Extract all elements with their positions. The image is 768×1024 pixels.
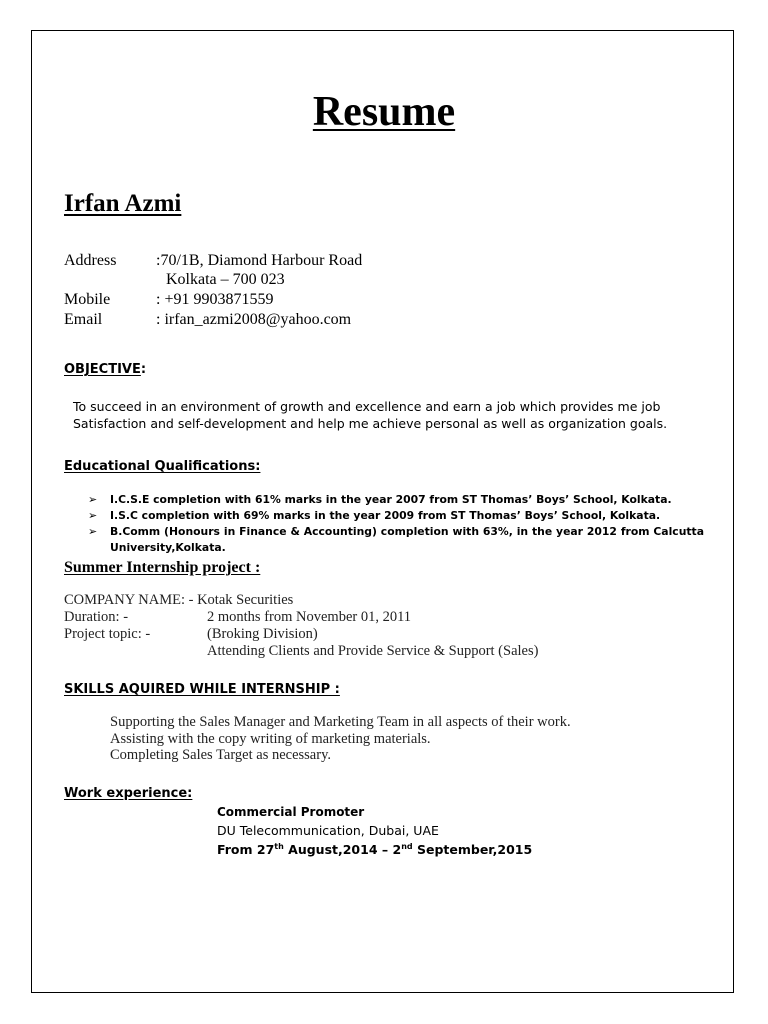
internship-duration-value: 2 months from November 01, 2011 [207, 609, 412, 625]
work-role: Commercial Promoter [217, 805, 365, 819]
internship-topic-value-2: Attending Clients and Provide Service & Support (Sales) [207, 643, 539, 659]
email-value: : irfan_azmi2008@yahoo.com [156, 311, 352, 328]
list-item: Supporting the Sales Manager and Marketing Team in all aspects of their work. [110, 714, 571, 730]
list-item [88, 508, 704, 524]
education-item-bcomm: B.Comm (Honours in Finance & Accounting) completion with 63%, in the year 2012 from Calcutta University,Kolkata. [110, 525, 704, 554]
work-from-prefix: From 27 [217, 842, 275, 857]
work-from-mid: August,2014 – 2 [283, 842, 402, 857]
list-item [88, 492, 704, 508]
work-dates [217, 840, 532, 859]
objective-heading: OBJECTIVE [64, 362, 141, 377]
list-item [88, 524, 704, 556]
education-list [88, 492, 704, 556]
objective-heading-colon: : [140, 362, 147, 377]
objective-line-1: To succeed in an environment of growth and excellence and earn a job which provides me job [73, 399, 661, 414]
internship-company: COMPANY NAME: - Kotak Securities [64, 592, 294, 608]
address-line-2: Kolkata – 700 023 [166, 271, 285, 288]
document-title: Resume [312, 89, 456, 135]
arrow-bullet-icon: ➢ [88, 493, 98, 506]
address-label: Address [64, 252, 117, 269]
work-heading: Work experience: [64, 786, 193, 801]
list-item: Completing Sales Target as necessary. [110, 747, 331, 763]
skills-heading: SKILLS AQUIRED WHILE INTERNSHIP : [64, 682, 340, 697]
email-label: Email [64, 311, 103, 328]
objective-heading-wrap [64, 362, 146, 377]
objective-line-2: Satisfaction and self-development and help me achieve personal as well as organization goals. [73, 416, 668, 431]
education-item-isc: I.S.C completion with 69% marks in the year 2009 from ST Thomas’ Boys’ School, Kolkata. [110, 509, 661, 522]
applicant-name: Irfan Azmi [64, 190, 182, 217]
internship-duration-label: Duration: - [64, 609, 129, 625]
work-to-sup: nd [401, 841, 413, 851]
work-company: DU Telecommunication, Dubai, UAE [217, 823, 439, 838]
arrow-bullet-icon: ➢ [88, 509, 98, 522]
arrow-bullet-icon: ➢ [88, 525, 98, 538]
education-heading: Educational Qualifications: [64, 459, 261, 474]
mobile-value: : +91 9903871559 [156, 291, 274, 308]
work-to-suffix: September,2015 [412, 842, 533, 857]
internship-topic-value-1: (Broking Division) [207, 626, 318, 642]
internship-heading: Summer Internship project : [64, 559, 261, 576]
internship-topic-label: Project topic: - [64, 626, 151, 642]
objective-text [73, 398, 713, 432]
list-item: Assisting with the copy writing of marketing materials. [110, 731, 431, 747]
work-from-sup: th [274, 841, 284, 851]
mobile-label: Mobile [64, 291, 111, 308]
address-line-1: :70/1B, Diamond Harbour Road [156, 252, 363, 269]
education-item-icse: I.C.S.E completion with 61% marks in the year 2007 from ST Thomas’ Boys’ School, Kolkata. [110, 493, 672, 506]
